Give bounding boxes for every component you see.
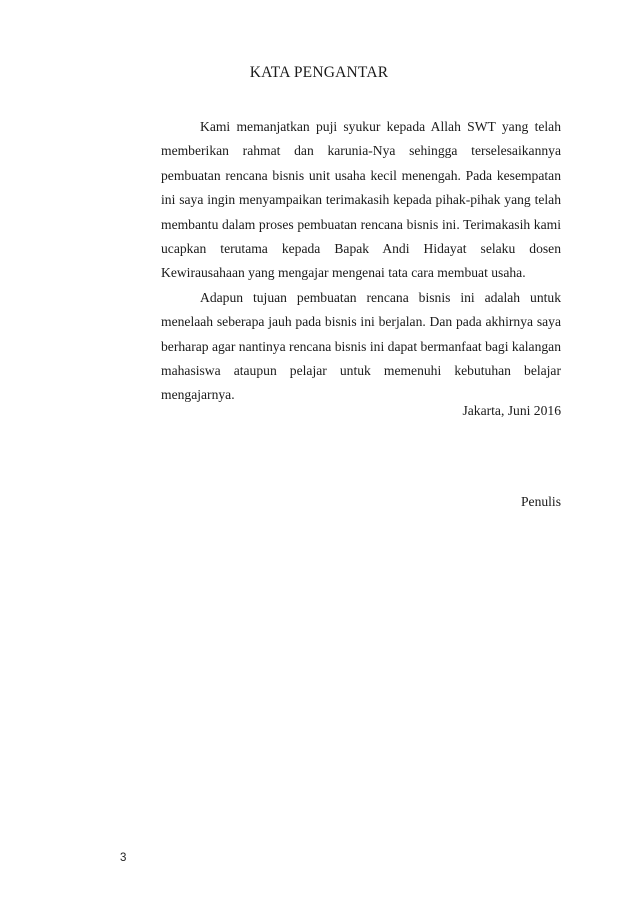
page-title: KATA PENGANTAR [249,64,389,81]
paragraph-2: Adapun tujuan pembuatan rencana bisnis ini adalah untuk menelaah seberapa jauh pada bisnis ini berjalan. Dan pada akhirnya saya berharap agar nantinya rencana bisnis ini dapat bermanfaat bagi kalangan mahasiswa ataupun pelajar untuk memenuhi kebutuhan belajar mengajarnya. [161,289,561,403]
page-number: 3 [120,852,127,864]
paragraph-1: Kami memanjatkan puji syukur kepada Allah SWT yang telah memberikan rahmat dan karunia-Nya sehingga terselesaikannya pembuatan rencana bisnis unit usaha kecil menengah. Pada kesempatan ini saya ingin menyampaikan terimakasih kepada pihak-pihak yang telah membantu dalam proses pembuatan rencana bisnis ini. Terimakasih kami ucapkan terutama kepada Bapak Andi Hidayat selaku dosen Kewirausahaan yang mengajar mengenai tata cara membuat usaha. [161,119,561,281]
body-text [161,115,561,408]
signer-name: Penulis [520,494,561,509]
place-date: Jakarta, Juni 2016 [462,403,561,418]
